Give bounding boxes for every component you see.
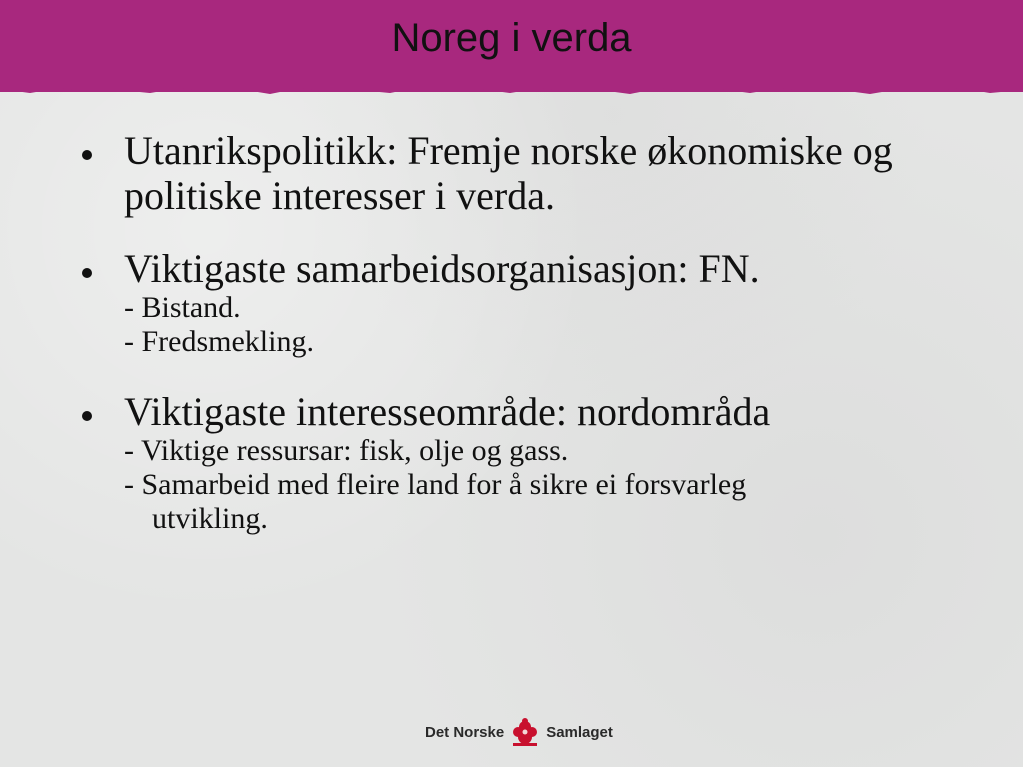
logo-left-text: Det Norske bbox=[425, 723, 505, 741]
bullet-item bbox=[76, 128, 976, 218]
bullet-dot-icon bbox=[82, 268, 92, 278]
rose-emblem-icon bbox=[508, 715, 542, 749]
bullet-item bbox=[76, 389, 976, 536]
bullet-dot-icon bbox=[82, 150, 92, 160]
title-bar bbox=[0, 0, 1023, 92]
sub-point: - Bistand. bbox=[124, 291, 241, 324]
publisher-logo bbox=[425, 712, 613, 752]
sub-point: - Samarbeid med fleire land for å sikre ei forsvarleg bbox=[124, 468, 747, 501]
bullet-text: Viktigaste interesseområde: nordområda bbox=[124, 389, 771, 434]
sub-point: - Fredsmekling. bbox=[124, 325, 314, 358]
slide-title: Noreg i verda bbox=[391, 16, 632, 60]
bullet-list bbox=[76, 128, 976, 536]
sub-point-continuation: utvikling. bbox=[152, 502, 268, 535]
bullet-dot-icon bbox=[82, 411, 92, 421]
sub-point: - Viktige ressursar: fisk, olje og gass. bbox=[124, 434, 569, 467]
bullet-text: Utanrikspolitikk: Fremje norske økonomiske og politiske interesser i verda. bbox=[124, 128, 893, 218]
torn-edge bbox=[0, 76, 1023, 98]
logo-right-text: Samlaget bbox=[546, 723, 613, 741]
bullet-text: Viktigaste samarbeidsorganisasjon: FN. bbox=[124, 246, 760, 291]
bullet-item bbox=[76, 246, 976, 359]
